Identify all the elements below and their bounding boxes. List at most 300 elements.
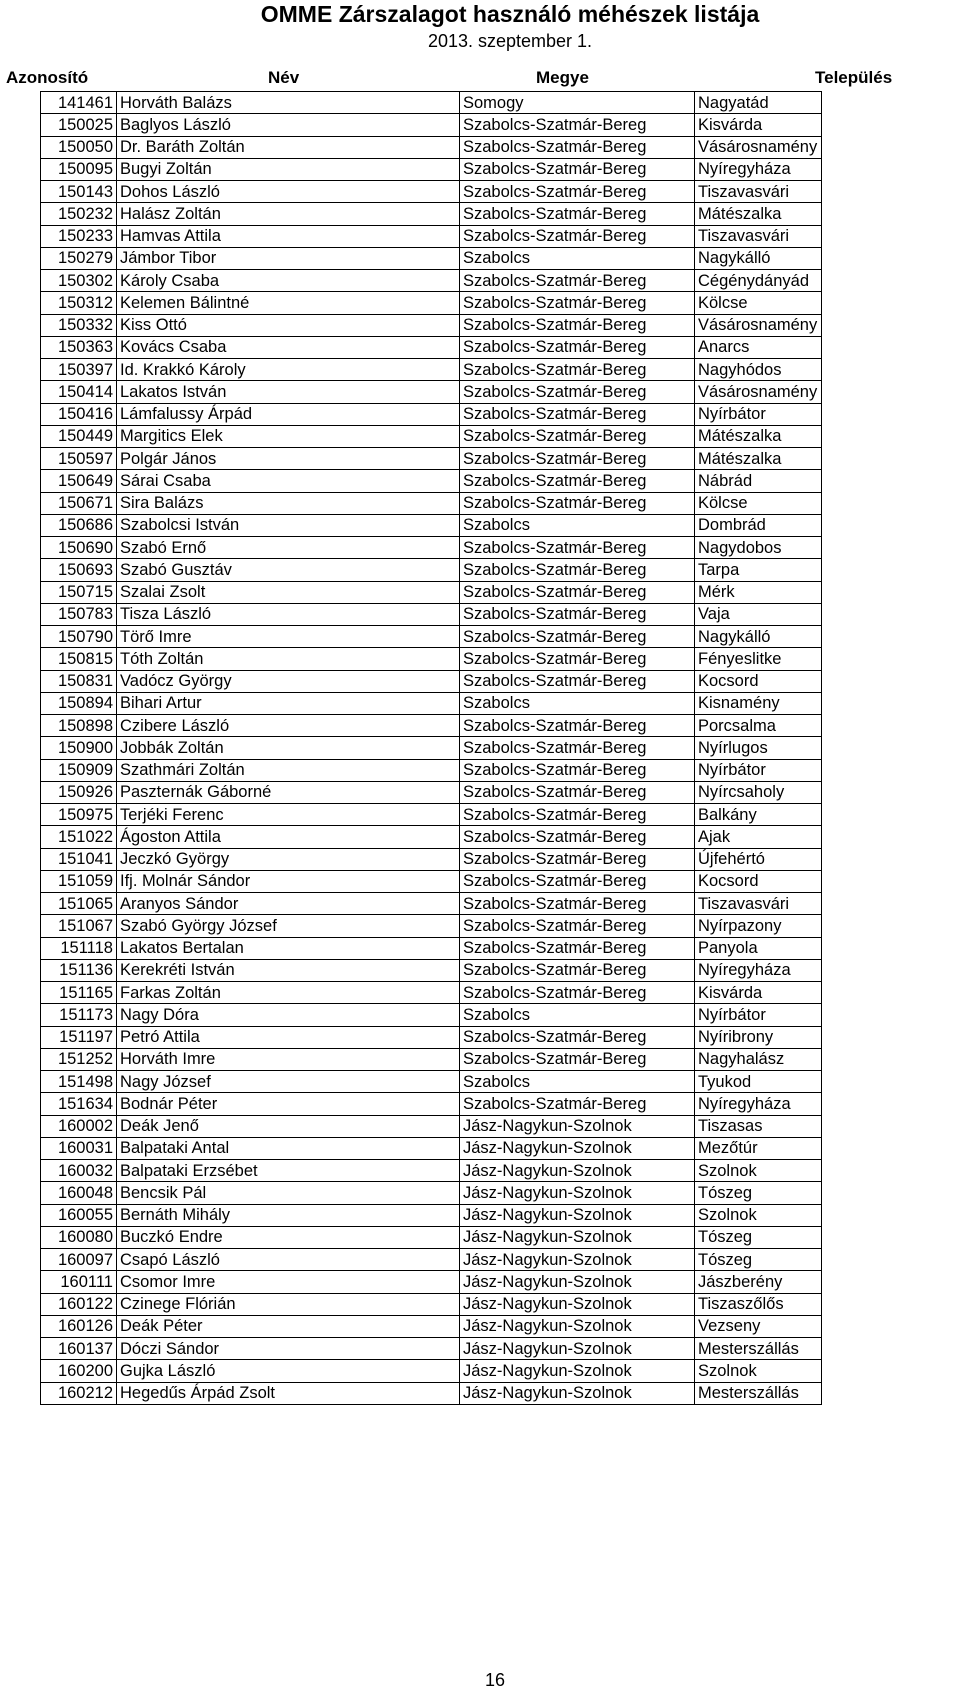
cell-name: Sira Balázs	[117, 492, 460, 514]
table-row	[41, 403, 822, 425]
cell-town: Nyírbátor	[695, 759, 822, 781]
table-row	[41, 203, 822, 225]
cell-county: Szabolcs-Szatmár-Bereg	[460, 581, 695, 603]
cell-id: 160002	[41, 1115, 117, 1137]
page-title: OMME Zárszalagot használó méhészek listája	[260, 1, 760, 27]
cell-town: Nagyatád	[695, 92, 822, 114]
table-row	[41, 1115, 822, 1137]
cell-id: 150909	[41, 759, 117, 781]
cell-town: Tiszasas	[695, 1115, 822, 1137]
cell-town: Szolnok	[695, 1160, 822, 1182]
cell-county: Szabolcs-Szatmár-Bereg	[460, 781, 695, 803]
column-header-name: Név	[268, 68, 300, 87]
cell-county: Jász-Nagykun-Szolnok	[460, 1137, 695, 1159]
cell-town: Vásárosnamény	[695, 381, 822, 403]
cell-town: Mezőtúr	[695, 1137, 822, 1159]
table-row	[41, 448, 822, 470]
table-row	[41, 1338, 822, 1360]
cell-town: Nagydobos	[695, 537, 822, 559]
table-row	[41, 1071, 822, 1093]
cell-name: Id. Krakkó Károly	[117, 359, 460, 381]
cell-name: Polgár János	[117, 448, 460, 470]
cell-county: Szabolcs-Szatmár-Bereg	[460, 381, 695, 403]
cell-county: Szabolcs-Szatmár-Bereg	[460, 359, 695, 381]
table-row	[41, 1204, 822, 1226]
cell-id: 150671	[41, 492, 117, 514]
cell-town: Balkány	[695, 804, 822, 826]
cell-id: 150831	[41, 670, 117, 692]
cell-name: Károly Csaba	[117, 270, 460, 292]
cell-county: Szabolcs-Szatmár-Bereg	[460, 915, 695, 937]
cell-county: Jász-Nagykun-Szolnok	[460, 1360, 695, 1382]
cell-town: Tyukod	[695, 1071, 822, 1093]
cell-id: 150898	[41, 715, 117, 737]
cell-county: Szabolcs-Szatmár-Bereg	[460, 982, 695, 1004]
cell-town: Újfehértó	[695, 848, 822, 870]
cell-town: Szolnok	[695, 1204, 822, 1226]
cell-id: 150783	[41, 603, 117, 625]
cell-id: 160200	[41, 1360, 117, 1382]
cell-town: Kocsord	[695, 670, 822, 692]
cell-county: Szabolcs-Szatmár-Bereg	[460, 336, 695, 358]
cell-county: Szabolcs	[460, 692, 695, 714]
cell-name: Nagy Dóra	[117, 1004, 460, 1026]
cell-name: Deák Jenő	[117, 1115, 460, 1137]
cell-town: Nyíregyháza	[695, 1093, 822, 1115]
cell-town: Kölcse	[695, 292, 822, 314]
cell-town: Nagykálló	[695, 626, 822, 648]
cell-id: 150894	[41, 692, 117, 714]
cell-town: Vásárosnamény	[695, 314, 822, 336]
table-row	[41, 1382, 822, 1404]
cell-name: Czibere László	[117, 715, 460, 737]
cell-id: 150693	[41, 559, 117, 581]
cell-name: Bugyi Zoltán	[117, 158, 460, 180]
table-row	[41, 158, 822, 180]
table-header	[0, 64, 960, 88]
cell-name: Buczkó Endre	[117, 1226, 460, 1248]
cell-county: Szabolcs-Szatmár-Bereg	[460, 225, 695, 247]
cell-name: Szabó György József	[117, 915, 460, 937]
cell-county: Szabolcs	[460, 1004, 695, 1026]
cell-county: Szabolcs-Szatmár-Bereg	[460, 158, 695, 180]
table-row	[41, 626, 822, 648]
cell-id: 160122	[41, 1293, 117, 1315]
cell-name: Lakatos István	[117, 381, 460, 403]
table-row	[41, 425, 822, 447]
cell-town: Kisvárda	[695, 114, 822, 136]
cell-county: Szabolcs	[460, 514, 695, 536]
table-row	[41, 648, 822, 670]
cell-town: Kisvárda	[695, 982, 822, 1004]
cell-name: Jobbák Zoltán	[117, 737, 460, 759]
cell-county: Jász-Nagykun-Szolnok	[460, 1182, 695, 1204]
cell-county: Szabolcs-Szatmár-Bereg	[460, 648, 695, 670]
cell-town: Tiszaszőlős	[695, 1293, 822, 1315]
cell-county: Szabolcs-Szatmár-Bereg	[460, 181, 695, 203]
cell-county: Szabolcs-Szatmár-Bereg	[460, 136, 695, 158]
table-row	[41, 603, 822, 625]
page-number: 16	[484, 1670, 506, 1690]
cell-name: Bernáth Mihály	[117, 1204, 460, 1226]
cell-town: Dombrád	[695, 514, 822, 536]
cell-town: Nyíregyháza	[695, 158, 822, 180]
cell-town: Porcsalma	[695, 715, 822, 737]
cell-id: 151059	[41, 870, 117, 892]
cell-name: Törő Imre	[117, 626, 460, 648]
cell-id: 160080	[41, 1226, 117, 1248]
cell-id: 150690	[41, 537, 117, 559]
cell-id: 160055	[41, 1204, 117, 1226]
table-row	[41, 1026, 822, 1048]
cell-name: Csomor Imre	[117, 1271, 460, 1293]
cell-town: Nyírpazony	[695, 915, 822, 937]
cell-name: Jeczkó György	[117, 848, 460, 870]
cell-county: Szabolcs-Szatmár-Bereg	[460, 448, 695, 470]
cell-county: Szabolcs-Szatmár-Bereg	[460, 870, 695, 892]
table-row	[41, 1360, 822, 1382]
cell-town: Panyola	[695, 937, 822, 959]
cell-county: Szabolcs-Szatmár-Bereg	[460, 1093, 695, 1115]
cell-county: Szabolcs-Szatmár-Bereg	[460, 670, 695, 692]
cell-id: 151173	[41, 1004, 117, 1026]
cell-id: 150279	[41, 247, 117, 269]
cell-name: Horváth Balázs	[117, 92, 460, 114]
cell-county: Szabolcs-Szatmár-Bereg	[460, 937, 695, 959]
cell-id: 151136	[41, 959, 117, 981]
cell-town: Tószeg	[695, 1249, 822, 1271]
cell-town: Mátészalka	[695, 203, 822, 225]
cell-county: Szabolcs-Szatmár-Bereg	[460, 425, 695, 447]
column-header-county: Megye	[536, 68, 589, 87]
cell-name: Szalai Zsolt	[117, 581, 460, 603]
cell-county: Szabolcs-Szatmár-Bereg	[460, 470, 695, 492]
cell-town: Nyíribrony	[695, 1026, 822, 1048]
cell-id: 160126	[41, 1315, 117, 1337]
cell-id: 150312	[41, 292, 117, 314]
cell-name: Szabó Gusztáv	[117, 559, 460, 581]
table-row	[41, 848, 822, 870]
cell-town: Vaja	[695, 603, 822, 625]
cell-name: Tóth Zoltán	[117, 648, 460, 670]
cell-town: Tiszavasvári	[695, 893, 822, 915]
cell-county: Szabolcs-Szatmár-Bereg	[460, 804, 695, 826]
cell-name: Szabolcsi István	[117, 514, 460, 536]
cell-id: 160137	[41, 1338, 117, 1360]
cell-name: Terjéki Ferenc	[117, 804, 460, 826]
cell-id: 150815	[41, 648, 117, 670]
table-row	[41, 292, 822, 314]
cell-county: Szabolcs	[460, 1071, 695, 1093]
cell-name: Bencsik Pál	[117, 1182, 460, 1204]
cell-name: Ágoston Attila	[117, 826, 460, 848]
cell-town: Nyírbátor	[695, 403, 822, 425]
table-row	[41, 1315, 822, 1337]
cell-name: Halász Zoltán	[117, 203, 460, 225]
table-row	[41, 781, 822, 803]
cell-id: 150449	[41, 425, 117, 447]
table-row	[41, 537, 822, 559]
cell-town: Tószeg	[695, 1182, 822, 1204]
table-row	[41, 359, 822, 381]
cell-id: 160097	[41, 1249, 117, 1271]
table-row	[41, 1160, 822, 1182]
table-row	[41, 826, 822, 848]
cell-town: Nyírlugos	[695, 737, 822, 759]
cell-id: 150232	[41, 203, 117, 225]
table-row	[41, 1293, 822, 1315]
cell-county: Szabolcs-Szatmár-Bereg	[460, 1026, 695, 1048]
cell-name: Deák Péter	[117, 1315, 460, 1337]
cell-name: Bodnár Péter	[117, 1093, 460, 1115]
cell-county: Szabolcs-Szatmár-Bereg	[460, 203, 695, 225]
table-row	[41, 514, 822, 536]
cell-id: 151118	[41, 937, 117, 959]
cell-id: 150332	[41, 314, 117, 336]
cell-town: Tarpa	[695, 559, 822, 581]
table-row	[41, 1048, 822, 1070]
cell-town: Kölcse	[695, 492, 822, 514]
cell-county: Szabolcs-Szatmár-Bereg	[460, 759, 695, 781]
cell-county: Jász-Nagykun-Szolnok	[460, 1271, 695, 1293]
table-row	[41, 804, 822, 826]
cell-id: 150233	[41, 225, 117, 247]
cell-town: Mérk	[695, 581, 822, 603]
cell-name: Hamvas Attila	[117, 225, 460, 247]
table-row	[41, 959, 822, 981]
cell-id: 150397	[41, 359, 117, 381]
cell-id: 160212	[41, 1382, 117, 1404]
cell-county: Szabolcs-Szatmár-Bereg	[460, 292, 695, 314]
cell-county: Szabolcs-Szatmár-Bereg	[460, 603, 695, 625]
cell-town: Vezseny	[695, 1315, 822, 1337]
cell-name: Ifj. Molnár Sándor	[117, 870, 460, 892]
table-row	[41, 181, 822, 203]
cell-id: 151041	[41, 848, 117, 870]
table-row	[41, 915, 822, 937]
table-row	[41, 114, 822, 136]
cell-name: Balpataki Antal	[117, 1137, 460, 1159]
beekeeper-table	[40, 91, 822, 1405]
cell-name: Jámbor Tibor	[117, 247, 460, 269]
cell-town: Mesterszállás	[695, 1338, 822, 1360]
cell-id: 160032	[41, 1160, 117, 1182]
cell-id: 150649	[41, 470, 117, 492]
cell-id: 150975	[41, 804, 117, 826]
cell-name: Vadócz György	[117, 670, 460, 692]
cell-id: 151165	[41, 982, 117, 1004]
table-row	[41, 1271, 822, 1293]
cell-id: 150790	[41, 626, 117, 648]
table-row	[41, 1182, 822, 1204]
table-row	[41, 870, 822, 892]
cell-id: 151022	[41, 826, 117, 848]
cell-name: Aranyos Sándor	[117, 893, 460, 915]
cell-county: Szabolcs-Szatmár-Bereg	[460, 114, 695, 136]
cell-county: Jász-Nagykun-Szolnok	[460, 1160, 695, 1182]
cell-id: 151634	[41, 1093, 117, 1115]
cell-id: 150025	[41, 114, 117, 136]
cell-town: Jászberény	[695, 1271, 822, 1293]
table-row	[41, 92, 822, 114]
cell-name: Paszternák Gáborné	[117, 781, 460, 803]
cell-id: 160111	[41, 1271, 117, 1293]
cell-name: Dóczi Sándor	[117, 1338, 460, 1360]
cell-county: Szabolcs-Szatmár-Bereg	[460, 959, 695, 981]
cell-id: 150414	[41, 381, 117, 403]
cell-name: Farkas Zoltán	[117, 982, 460, 1004]
cell-id: 160031	[41, 1137, 117, 1159]
cell-county: Jász-Nagykun-Szolnok	[460, 1204, 695, 1226]
table-row	[41, 737, 822, 759]
cell-town: Nagyhódos	[695, 359, 822, 381]
table-row	[41, 982, 822, 1004]
cell-county: Szabolcs-Szatmár-Bereg	[460, 848, 695, 870]
table-row	[41, 270, 822, 292]
cell-town: Kocsord	[695, 870, 822, 892]
table-row	[41, 759, 822, 781]
cell-name: Margitics Elek	[117, 425, 460, 447]
cell-county: Szabolcs-Szatmár-Bereg	[460, 715, 695, 737]
table-row	[41, 581, 822, 603]
cell-county: Jász-Nagykun-Szolnok	[460, 1315, 695, 1337]
cell-id: 151067	[41, 915, 117, 937]
cell-id: 151252	[41, 1048, 117, 1070]
cell-name: Kerekréti István	[117, 959, 460, 981]
cell-name: Kelemen Bálintné	[117, 292, 460, 314]
cell-county: Szabolcs-Szatmár-Bereg	[460, 270, 695, 292]
table-row	[41, 559, 822, 581]
cell-town: Tószeg	[695, 1226, 822, 1248]
cell-name: Dr. Baráth Zoltán	[117, 136, 460, 158]
cell-name: Csapó László	[117, 1249, 460, 1271]
table-row	[41, 247, 822, 269]
cell-county: Szabolcs-Szatmár-Bereg	[460, 626, 695, 648]
table-row	[41, 492, 822, 514]
cell-town: Nyírbátor	[695, 1004, 822, 1026]
cell-name: Gujka László	[117, 1360, 460, 1382]
page-date: 2013. szeptember 1.	[427, 31, 593, 51]
cell-town: Nyíregyháza	[695, 959, 822, 981]
cell-town: Fényeslitke	[695, 648, 822, 670]
cell-id: 150143	[41, 181, 117, 203]
cell-id: 150900	[41, 737, 117, 759]
cell-id: 150363	[41, 336, 117, 358]
cell-name: Petró Attila	[117, 1026, 460, 1048]
table-row	[41, 692, 822, 714]
table-row	[41, 336, 822, 358]
cell-county: Szabolcs-Szatmár-Bereg	[460, 1048, 695, 1070]
cell-name: Bihari Artur	[117, 692, 460, 714]
cell-town: Mátészalka	[695, 425, 822, 447]
cell-town: Tiszavasvári	[695, 181, 822, 203]
column-header-id: Azonosító	[6, 68, 89, 87]
cell-name: Baglyos László	[117, 114, 460, 136]
cell-county: Jász-Nagykun-Szolnok	[460, 1249, 695, 1271]
cell-name: Sárai Csaba	[117, 470, 460, 492]
cell-name: Horváth Imre	[117, 1048, 460, 1070]
cell-town: Nábrád	[695, 470, 822, 492]
table-row	[41, 1004, 822, 1026]
cell-id: 150416	[41, 403, 117, 425]
table-row	[41, 1226, 822, 1248]
cell-name: Nagy József	[117, 1071, 460, 1093]
cell-county: Jász-Nagykun-Szolnok	[460, 1338, 695, 1360]
table-row	[41, 1137, 822, 1159]
cell-county: Szabolcs-Szatmár-Bereg	[460, 893, 695, 915]
cell-town: Szolnok	[695, 1360, 822, 1382]
table-row	[41, 1249, 822, 1271]
cell-id: 160048	[41, 1182, 117, 1204]
cell-name: Kovács Csaba	[117, 336, 460, 358]
cell-town: Tiszavasvári	[695, 225, 822, 247]
cell-county: Szabolcs-Szatmár-Bereg	[460, 403, 695, 425]
cell-name: Lakatos Bertalan	[117, 937, 460, 959]
cell-id: 150926	[41, 781, 117, 803]
cell-id: 151498	[41, 1071, 117, 1093]
cell-county: Szabolcs-Szatmár-Bereg	[460, 737, 695, 759]
cell-id: 151197	[41, 1026, 117, 1048]
cell-town: Nyírcsaholy	[695, 781, 822, 803]
table-row	[41, 893, 822, 915]
cell-town: Vásárosnamény	[695, 136, 822, 158]
cell-name: Balpataki Erzsébet	[117, 1160, 460, 1182]
cell-county: Jász-Nagykun-Szolnok	[460, 1382, 695, 1404]
cell-id: 150715	[41, 581, 117, 603]
table-row	[41, 1093, 822, 1115]
cell-county: Jász-Nagykun-Szolnok	[460, 1226, 695, 1248]
table-row	[41, 670, 822, 692]
table-row	[41, 470, 822, 492]
cell-name: Szabó Ernő	[117, 537, 460, 559]
column-header-town: Település	[815, 68, 893, 87]
cell-name: Dohos László	[117, 181, 460, 203]
table-row	[41, 314, 822, 336]
cell-id: 141461	[41, 92, 117, 114]
cell-county: Szabolcs-Szatmár-Bereg	[460, 559, 695, 581]
cell-county: Szabolcs-Szatmár-Bereg	[460, 826, 695, 848]
cell-town: Cégénydányád	[695, 270, 822, 292]
cell-name: Czinege Flórián	[117, 1293, 460, 1315]
cell-town: Nagykálló	[695, 247, 822, 269]
table-row	[41, 715, 822, 737]
cell-county: Szabolcs-Szatmár-Bereg	[460, 314, 695, 336]
cell-county: Jász-Nagykun-Szolnok	[460, 1115, 695, 1137]
cell-town: Ajak	[695, 826, 822, 848]
cell-id: 150095	[41, 158, 117, 180]
table-row	[41, 225, 822, 247]
cell-name: Szathmári Zoltán	[117, 759, 460, 781]
table-row	[41, 937, 822, 959]
cell-town: Kisnamény	[695, 692, 822, 714]
cell-county: Szabolcs-Szatmár-Bereg	[460, 492, 695, 514]
cell-id: 150597	[41, 448, 117, 470]
cell-name: Tisza László	[117, 603, 460, 625]
cell-county: Szabolcs	[460, 247, 695, 269]
cell-name: Lámfalussy Árpád	[117, 403, 460, 425]
cell-town: Mesterszállás	[695, 1382, 822, 1404]
cell-county: Somogy	[460, 92, 695, 114]
cell-id: 151065	[41, 893, 117, 915]
cell-county: Szabolcs-Szatmár-Bereg	[460, 537, 695, 559]
table-row	[41, 136, 822, 158]
cell-name: Hegedűs Árpád Zsolt	[117, 1382, 460, 1404]
cell-id: 150686	[41, 514, 117, 536]
cell-town: Anarcs	[695, 336, 822, 358]
cell-id: 150050	[41, 136, 117, 158]
cell-id: 150302	[41, 270, 117, 292]
cell-name: Kiss Ottó	[117, 314, 460, 336]
